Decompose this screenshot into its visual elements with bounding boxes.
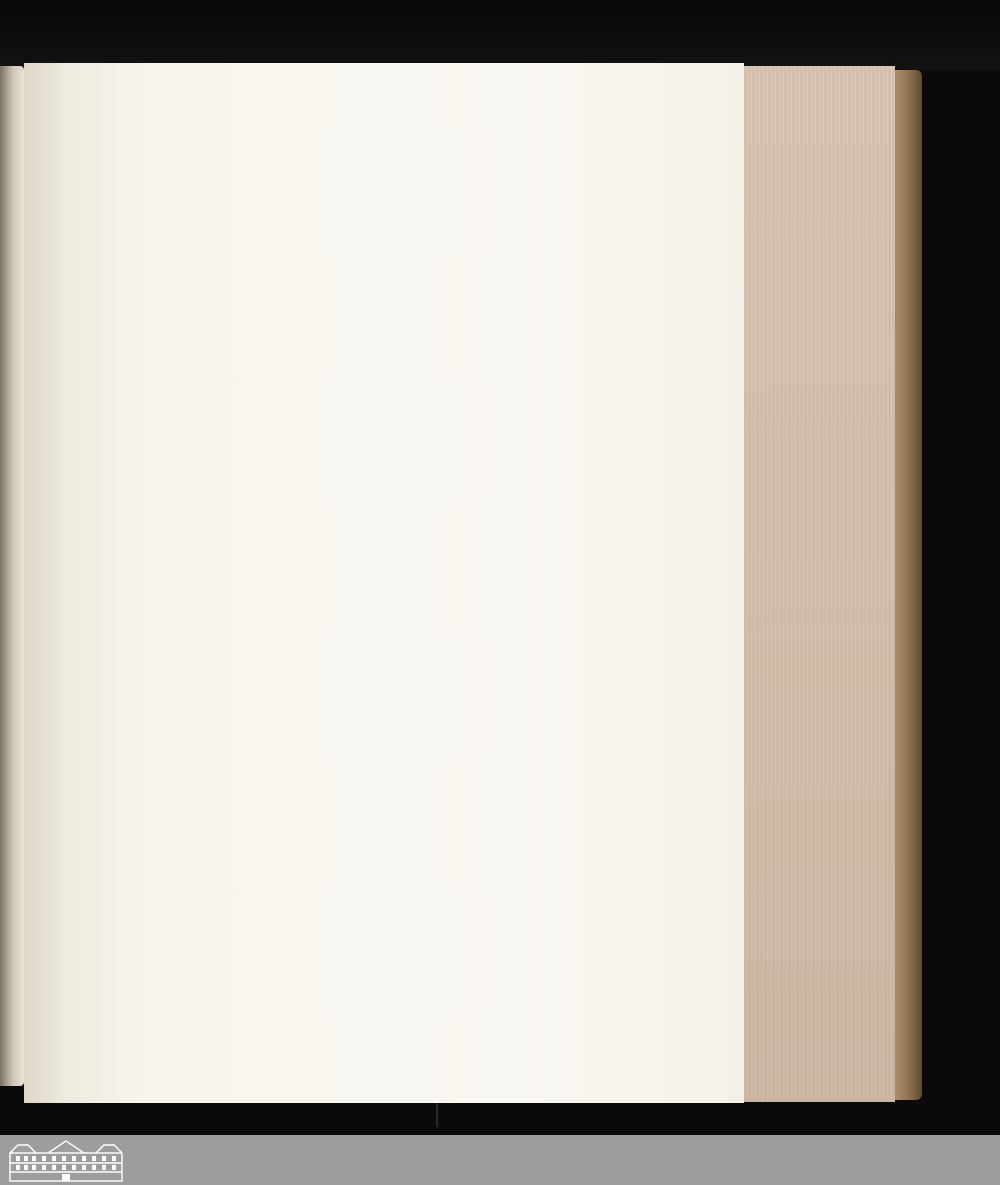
gutter-mark	[436, 1103, 438, 1127]
library-building-icon	[8, 1139, 124, 1183]
book-page	[24, 63, 744, 1103]
footer-bar	[0, 1135, 1000, 1185]
dark-background	[0, 0, 1000, 70]
page-block-edge	[742, 66, 895, 1102]
left-page-edge	[0, 66, 24, 1086]
